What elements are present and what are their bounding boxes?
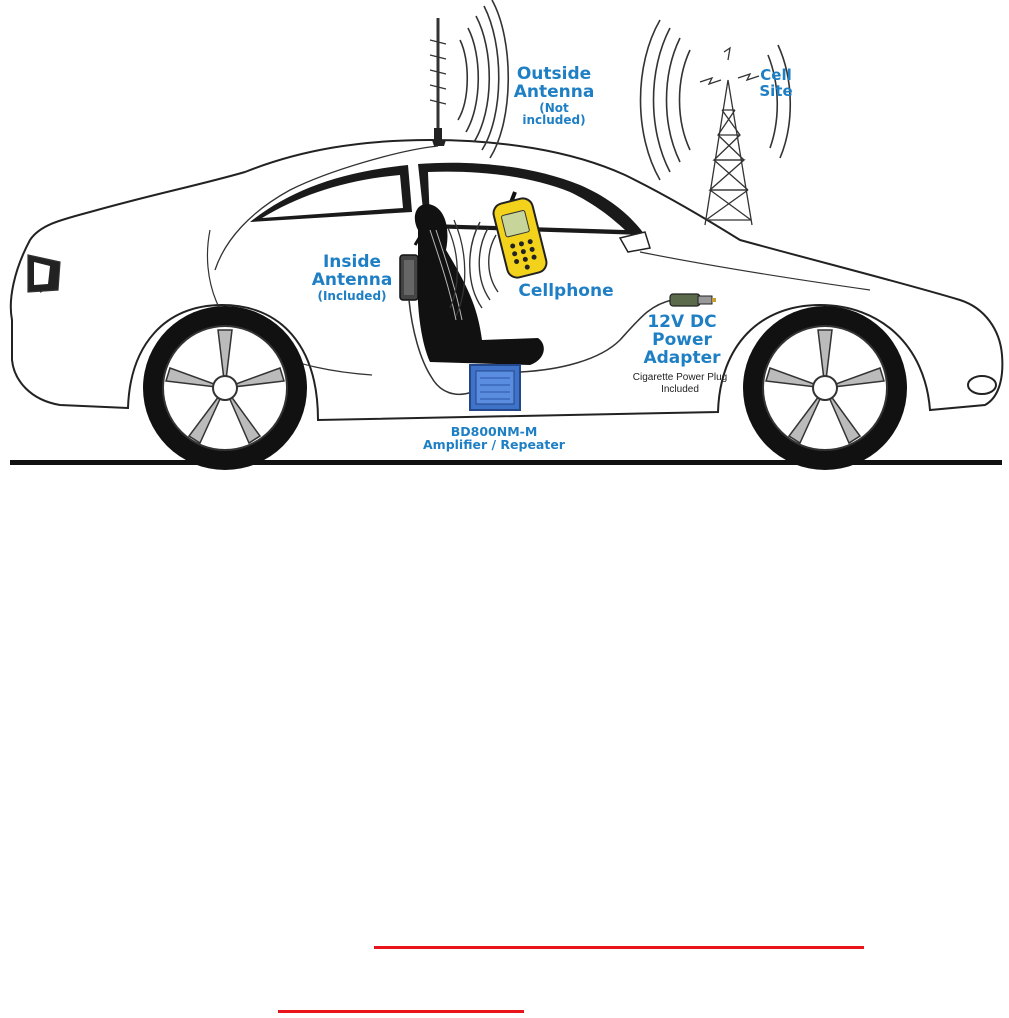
inside-antenna-note: (Included)	[317, 288, 387, 303]
cell-site-line2: Site	[759, 81, 793, 100]
label-cellphone	[516, 283, 616, 301]
red-underline-2	[278, 1010, 524, 1013]
power-adapter-line1: 12V DC	[647, 312, 717, 332]
label-power-adapter	[636, 314, 728, 368]
label-inside-antenna	[306, 254, 398, 302]
power-adapter-line2: Power	[652, 329, 712, 350]
amplifier-icon	[470, 365, 520, 410]
label-cell-site	[756, 68, 796, 100]
outside-antenna-note: (Not included)	[522, 100, 586, 128]
label-power-adapter-note	[618, 372, 742, 395]
cellphone-title: Cellphone	[518, 281, 614, 301]
outside-antenna-icon	[430, 18, 446, 146]
signal-waves-icon-outside	[458, 0, 508, 158]
label-amplifier	[414, 425, 574, 451]
inside-antenna-title-line1: Inside	[322, 252, 382, 272]
wheel-icon-rear	[143, 306, 307, 470]
red-underline-1	[374, 946, 864, 949]
amplifier-description: Amplifier / Repeater	[423, 437, 565, 453]
inside-antenna-title-line2: Antenna	[311, 269, 393, 290]
cell-site-line1: Cell	[760, 66, 792, 84]
power-adapter-note-line2: Included	[661, 383, 699, 395]
wheel-icon-front	[743, 306, 907, 470]
power-adapter-note-line1: Cigarette Power Plug	[632, 372, 728, 383]
power-adapter-line3: Adapter	[643, 347, 721, 368]
label-outside-antenna	[508, 66, 600, 127]
outside-antenna-title-line1: Outside	[516, 64, 592, 84]
outside-antenna-title-line2: Antenna	[513, 81, 595, 102]
cell-tower-icon	[700, 48, 759, 225]
amplifier-model: BD800NM-M	[450, 424, 538, 439]
